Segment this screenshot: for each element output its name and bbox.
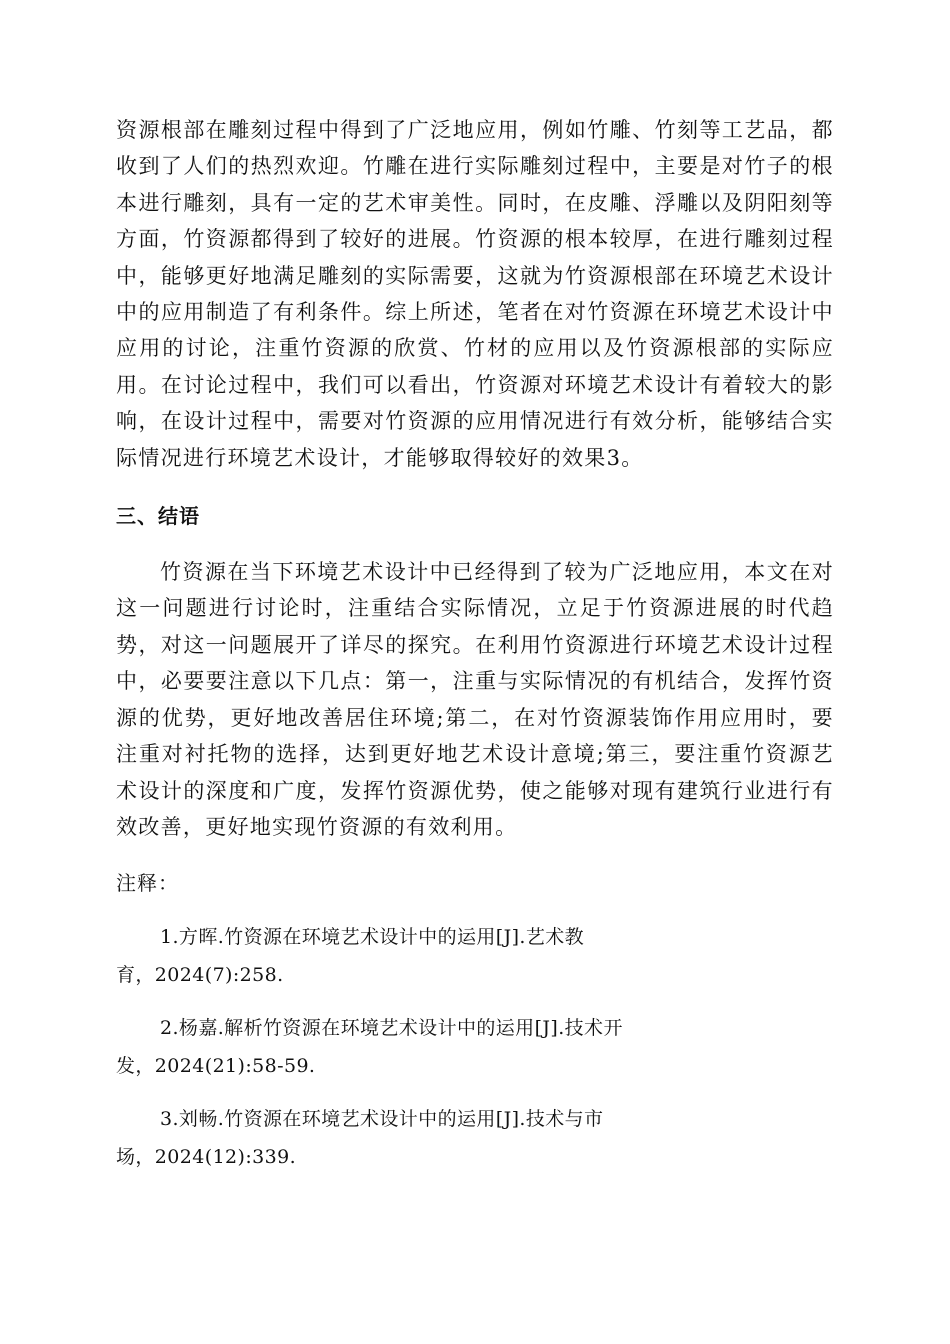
conclusion-paragraph: 竹资源在当下环境艺术设计中已经得到了较为广泛地应用，本文在对这一问题进行讨论时，注重结合实际情况，立足于竹资源进展的时代趋势，对这一问题展开了详尽的探究。在利用竹资源进行环境艺术设计过程中，必要要注意以下几点：第一，注重与实际情况的有机结合，发挥竹资源的优势，更好地改善居住环境;第二，在对竹资源装饰作用应用时，要注重对衬托物的选择，达到更好地艺术设计意境;第三，要注重竹资源艺术设计的深度和广度，发挥竹资源优势，使之能够对现有建筑行业进行有效改善，更好地实现竹资源的有效利用。 — [116, 560, 834, 839]
reference-line: 发，2024(21):58-59. — [116, 1055, 316, 1078]
notes-label: 注释： — [116, 871, 179, 896]
reference-item — [116, 1100, 834, 1176]
reference-line: 3.刘畅.竹资源在环境艺术设计中的运用[J].技术与市 — [160, 1108, 604, 1131]
reference-line: 育，2024(7):258. — [116, 964, 284, 987]
reference-line: 1.方晖.竹资源在环境艺术设计中的运用[J].艺术教 — [160, 926, 585, 949]
document-page — [116, 112, 834, 1176]
reference-item — [116, 1009, 834, 1085]
reference-item — [116, 918, 834, 994]
body-paragraph: 资源根部在雕刻过程中得到了广泛地应用，例如竹雕、竹刻等工艺品，都收到了人们的热烈欢迎。竹雕在进行实际雕刻过程中，主要是对竹子的根本进行雕刻，具有一定的艺术审美性。同时，在皮雕、浮雕以及阴阳刻等方面，竹资源都得到了较好的进展。竹资源的根本较厚，在进行雕刻过程中，能够更好地满足雕刻的实际需要，这就为竹资源根部在环境艺术设计中的应用制造了有利条件。综上所述，笔者在对竹资源在环境艺术设计中应用的讨论，注重竹资源的欣赏、竹材的应用以及竹资源根部的实际应用。在讨论过程中，我们可以看出，竹资源对环境艺术设计有着较大的影响，在设计过程中，需要对竹资源的应用情况进行有效分析，能够结合实际情况进行环境艺术设计，才能够取得较好的效果3。 — [116, 118, 834, 470]
reference-line: 2.杨嘉.解析竹资源在环境艺术设计中的运用[J].技术开 — [160, 1017, 623, 1040]
section-heading-conclusion: 三、结语 — [116, 504, 200, 529]
reference-line: 场，2024(12):339. — [116, 1146, 297, 1169]
